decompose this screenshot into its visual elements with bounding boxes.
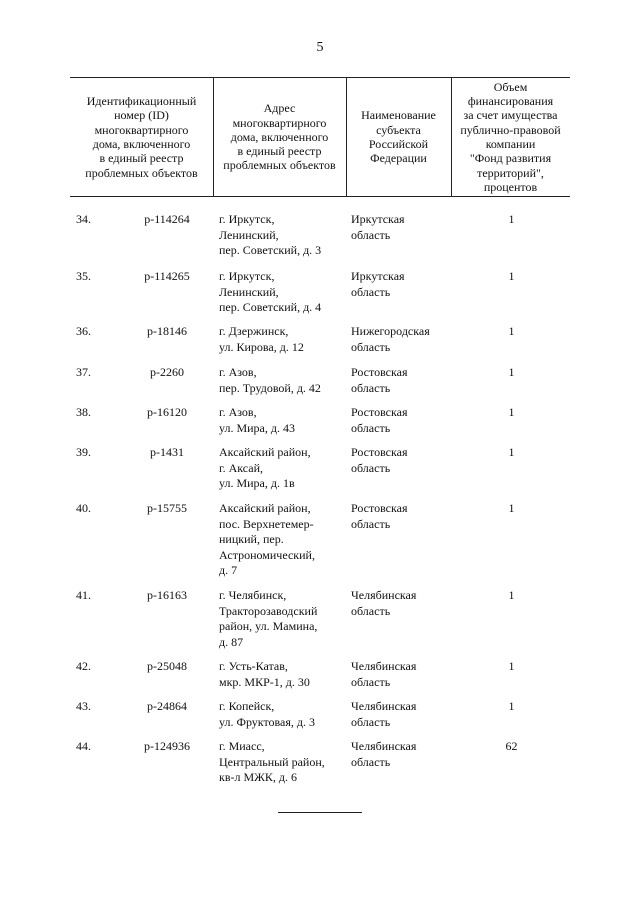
table-row — [70, 739, 570, 789]
row-address: Аксайский район, пос. Верхнетемер- ницкий, пер. Астрономический, д. 7 — [219, 501, 315, 577]
row-number: 36. — [76, 324, 91, 338]
table-row — [70, 405, 570, 445]
row-percent: 1 — [508, 501, 515, 515]
row-percent: 1 — [508, 659, 515, 673]
row-percent: 1 — [508, 365, 515, 379]
row-address: г. Иркутск, Ленинский, пер. Советский, д. 4 — [219, 269, 322, 314]
table-row — [70, 588, 570, 659]
row-subject: Ростовская область — [351, 501, 408, 531]
header-divider-1 — [213, 78, 214, 197]
row-number: 43. — [76, 699, 91, 713]
table-row — [70, 501, 570, 588]
row-id: р-25048 — [147, 659, 187, 673]
row-percent: 1 — [508, 324, 515, 338]
row-id: р-114265 — [144, 269, 190, 283]
end-of-document-rule — [278, 812, 362, 813]
header-id: Идентификационный номер (ID) многоквартирного дома, включенного в единый реестр проблемных объектов — [85, 94, 198, 180]
row-number: 35. — [76, 269, 91, 283]
table-row — [70, 269, 570, 324]
row-id: р-114264 — [144, 212, 190, 226]
row-subject: Ростовская область — [351, 405, 408, 435]
row-address: Аксайский район, г. Аксай, ул. Мира, д. 1в — [219, 445, 311, 490]
row-id: р-16120 — [147, 405, 187, 419]
row-percent: 1 — [508, 588, 515, 602]
row-subject: Ростовская область — [351, 365, 408, 395]
row-id: р-1431 — [150, 445, 184, 459]
row-id: р-124936 — [144, 739, 190, 753]
table-row — [70, 212, 570, 269]
table-header — [70, 78, 570, 196]
header-subject: Наименование субъекта Российской Федерации — [361, 108, 436, 166]
page-number: 5 — [316, 40, 324, 55]
header-address: Адрес многоквартирного дома, включенного в единый реестр проблемных объектов — [223, 101, 336, 173]
row-address: г. Миасс, Центральный район, кв-л МЖК, д. 6 — [219, 739, 325, 784]
row-percent: 1 — [508, 699, 515, 713]
row-number: 42. — [76, 659, 91, 673]
table-row — [70, 324, 570, 365]
row-id: р-15755 — [147, 501, 187, 515]
row-subject: Иркутская область — [351, 212, 405, 242]
row-subject: Иркутская область — [351, 269, 405, 299]
row-percent: 1 — [508, 445, 515, 459]
row-subject: Челябинская область — [351, 659, 417, 689]
row-id: р-18146 — [147, 324, 187, 338]
row-id: р-16163 — [147, 588, 187, 602]
table-body — [70, 212, 570, 789]
row-percent: 1 — [508, 405, 515, 419]
row-subject: Нижегородская область — [351, 324, 430, 354]
row-number: 38. — [76, 405, 91, 419]
row-subject: Челябинская область — [351, 588, 417, 618]
table-row — [70, 365, 570, 405]
row-address: г. Дзержинск, ул. Кирова, д. 12 — [219, 324, 304, 354]
table-row — [70, 445, 570, 501]
row-number: 39. — [76, 445, 91, 459]
row-id: р-2260 — [150, 365, 184, 379]
table-header-bottom-rule — [70, 196, 570, 197]
row-percent: 1 — [508, 212, 515, 226]
row-percent: 1 — [508, 269, 515, 283]
row-number: 41. — [76, 588, 91, 602]
header-divider-3 — [451, 78, 452, 197]
row-number: 44. — [76, 739, 91, 753]
row-address: г. Усть-Катав, мкр. МКР-1, д. 30 — [219, 659, 310, 689]
row-id: р-24864 — [147, 699, 187, 713]
row-percent: 62 — [505, 739, 518, 753]
row-number: 37. — [76, 365, 91, 379]
header-divider-2 — [346, 78, 347, 197]
row-subject: Челябинская область — [351, 739, 417, 769]
row-address: г. Иркутск, Ленинский, пер. Советский, д. 3 — [219, 212, 322, 257]
table-row — [70, 659, 570, 699]
row-address: г. Копейск, ул. Фруктовая, д. 3 — [219, 699, 315, 729]
row-address: г. Азов, ул. Мира, д. 43 — [219, 405, 295, 435]
table-row — [70, 699, 570, 739]
row-address: г. Челябинск, Тракторозаводский район, ул. Мамина, д. 87 — [219, 588, 318, 649]
header-percent: Объем финансирования за счет имущества публично-правовой компании "Фонд развития территорий", процентов — [460, 79, 561, 194]
row-subject: Ростовская область — [351, 445, 408, 475]
row-number: 34. — [76, 212, 91, 226]
row-address: г. Азов, пер. Трудовой, д. 42 — [219, 365, 321, 395]
row-number: 40. — [76, 501, 91, 515]
row-subject: Челябинская область — [351, 699, 417, 729]
